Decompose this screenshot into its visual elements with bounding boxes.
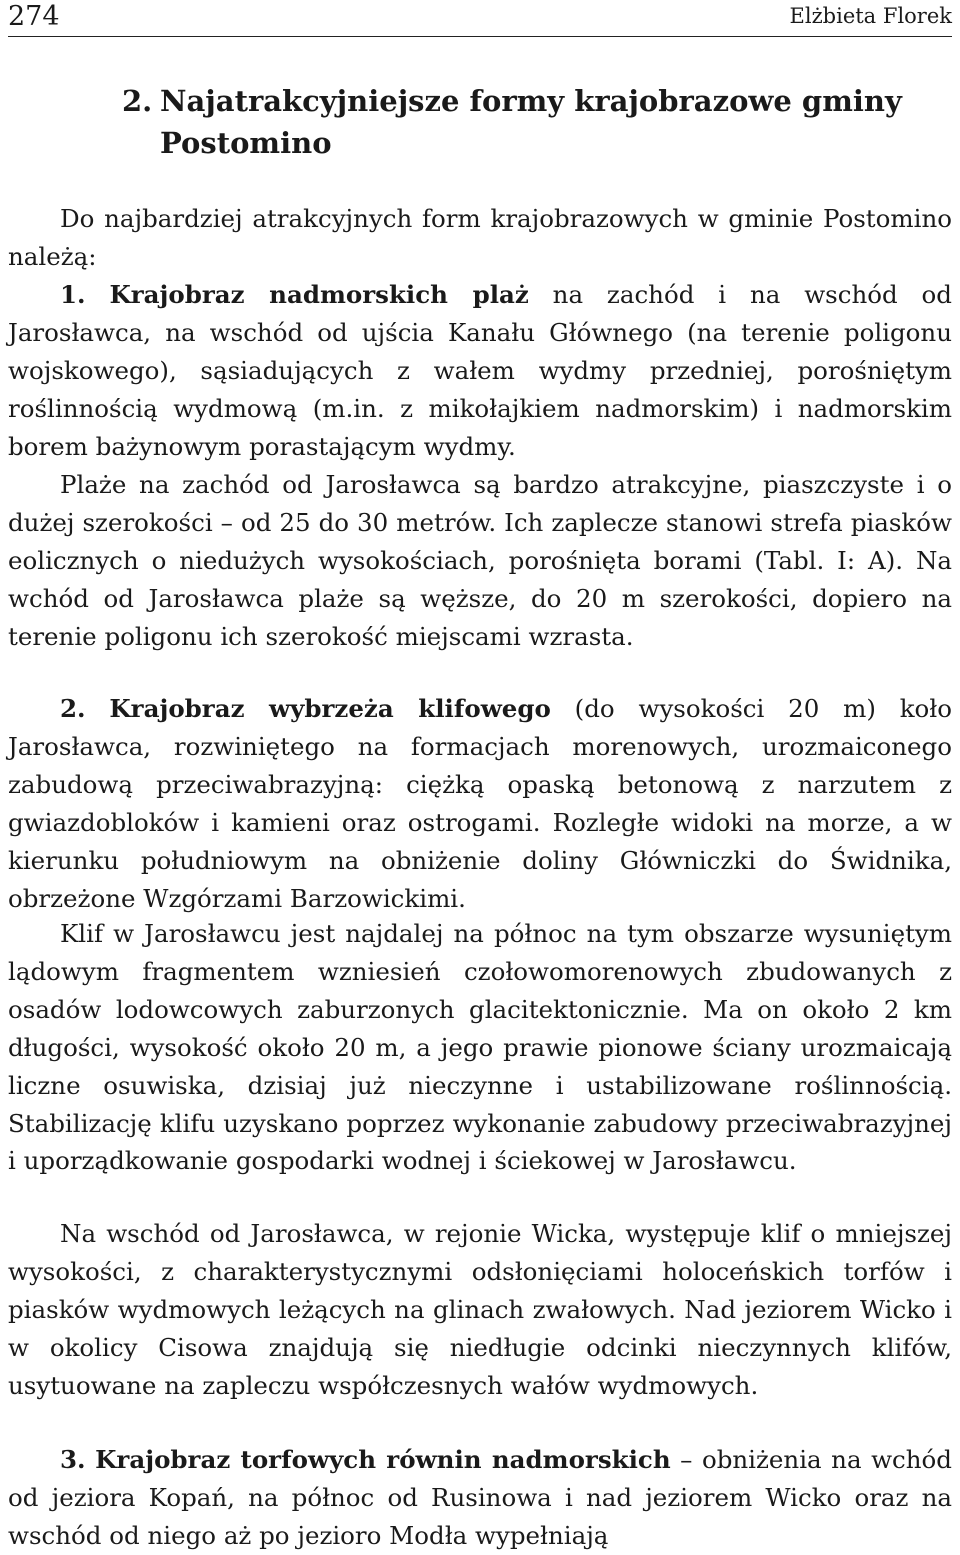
item-3-paragraph [8,1441,952,1555]
section-title-line2: Postomino [160,126,332,160]
item-3-number: 3. [60,1445,86,1474]
item-2-paragraph-2: Klif w Jarosławcu jest najdalej na północ na tym obszarze wysuniętym lądowym fragmentem wzniesień czołowomorenowych zbudowanych z osadów lodowcowych zaburzonych glacitektonicznie. Ma on około 2 km długości, wysokość około 20 m, a jego prawie pionowe ściany urozmaicają liczne osuwiska, dzisiaj już nieczynne i ustabilizowane roślinnością. Stabilizację klifu uzyskano poprzez wykonanie zabudowy przeciwabrazyjnej i uporządkowanie gospodarki wodnej i ściekowej w Jarosławcu. [8,919,952,1176]
item-3-text: – obniżenia na wchód od jeziora Kopań, na północ od Rusinowa i nad jeziorem Wicko oraz na wschód od niego aż po jezioro Modła wypełniają [8,1445,952,1550]
item-2-title: Krajobraz wybrzeża klifowego [109,694,551,723]
item-1-paragraph-2: Plaże na zachód od Jarosławca są bardzo atrakcyjne, piaszczyste i o dużej szerokości – od 25 do 30 metrów. Ich zaplecze stanowi strefa piasków eolicznych o niedużych wysokościach, porośnięta borami (Tabl. I: A). Na wchód od Jarosławca plaże są węższe, do 20 m szerokości, dopiero na terenie poligonu ich szerokość miejscami wzrasta. [8,470,952,651]
item-1-number: 1. [60,280,86,309]
item-2-number: 2. [60,694,86,723]
item-1-paragraph [8,276,952,466]
item-2-paragraph [8,690,952,917]
section-heading [122,80,942,164]
item-2-paragraph-3: Na wschód od Jarosławca, w rejonie Wicka, występuje klif o mniejszej wysokości, z charakterystycznymi odsłonięciami holoceńskich torfów i piasków wydmowych leżących na glinach zwałowych. Nad jeziorem Wicko i w okolicy Cisowa znajdują się niedługie odcinki nieczynnych klifów, usytuowane na zapleczu współczesnych wałów wydmowych. [8,1219,952,1400]
page-number: 274 [8,1,60,32]
running-head-author: Elżbieta Florek [789,4,952,28]
item-2-text: (do wysokości 20 m) koło Jarosławca, rozwiniętego na formacjach morenowych, urozmaiconego zabudową przeciwabrazyjną: ciężką opaską betonową z narzutem z gwiazdobloków i kamieni oraz ostrogami. Rozległe widoki na morze, a w kierunku południowym na obniżenie doliny Główniczki do Świdnika, obrzeżone Wzgórzami Barzowickimi. [8,694,952,913]
item-1-title: Krajobraz nadmorskich plaż [109,280,529,309]
item-3-title: Krajobraz torfowych równin nadmorskich [95,1445,671,1474]
intro-paragraph: Do najbardziej atrakcyjnych form krajobrazowych w gminie Postomino należą: [8,204,952,271]
page-header [8,0,952,37]
section-number: 2. [122,84,153,118]
item-1-text: na zachód i na wschód od Jarosławca, na wschód od ujścia Kanału Głównego (na terenie poligonu wojskowego), sąsiadujących z wałem wydmy przedniej, porośniętym roślinnością wydmową (m.in. z mikołajkiem nadmorskim) i nadmorskim borem bażynowym porastającym wydmy. [8,280,952,461]
section-title-line1: Najatrakcyjniejsze formy krajobrazowe gminy [160,84,902,118]
